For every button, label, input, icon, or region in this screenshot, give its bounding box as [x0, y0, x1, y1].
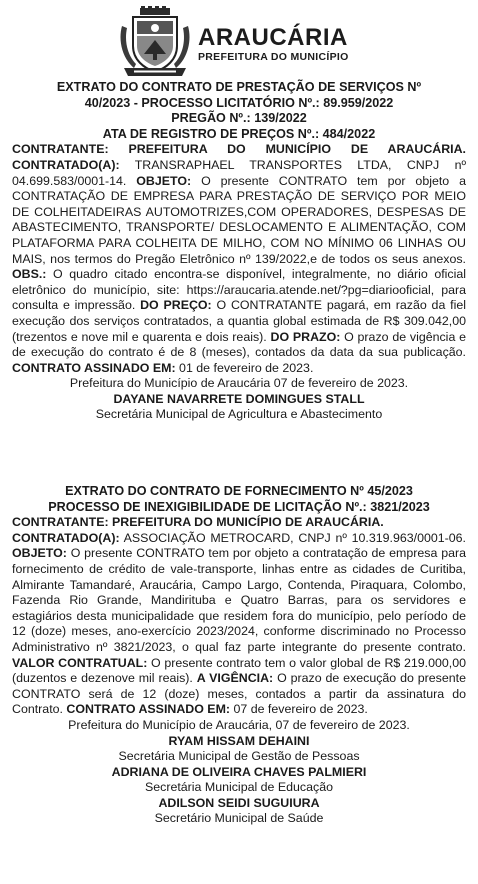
process-number: 40/2023 - PROCESSO LICITATÓRIO Nº.: 89.959/2022 [84, 95, 394, 110]
obs-value: O quadro citado encontra-se disponível, integralmente, no diário oficial eletrônico do município, site: https://araucaria.atende.net/?pg=diariooficial, para consulta e impressão. [12, 267, 466, 313]
vigencia-value: O prazo de execução do presente CONTRATO será de 12 (doze) meses, contados a partir da assinatura do Contrato. [12, 671, 466, 717]
contratante-value: PREFEITURA DO MUNICÍPIO DE ARAUCÁRIA. [108, 142, 466, 157]
contratante-label: CONTRATANTE: [12, 142, 109, 157]
pregao-number: PREGÃO Nº.: 139/2022 [171, 111, 307, 126]
place-date: Prefeitura do Município de Araucária 07 de fevereiro de 2023. [69, 376, 409, 391]
preco-value: O CONTRATANTE pagará, em razão da fiel execução dos serviços contratados, a quantia global estimada de R$ 309.042,00 (trezentos e nove mil e quarenta e dois reais). [12, 298, 466, 344]
signer-name: RYAM HISSAM DEHAINI [168, 733, 310, 748]
valor-value: O presente contrato tem o valor global de R$ 219.000,00 (duzentos e dezenove mil reais). [12, 655, 466, 686]
page-header [0, 6, 478, 78]
prazo-label: DO PRAZO: [270, 329, 341, 344]
objeto-label: OBJETO: [136, 173, 192, 188]
contract-extract-1 [12, 80, 466, 423]
signer-role: Secretária Municipal de Gestão de Pessoas [118, 749, 360, 764]
place-date: Prefeitura do Município de Araucária, 07 de fevereiro de 2023. [68, 717, 410, 732]
contratado-value: ASSOCIAÇÃO METROCARD, CNPJ nº 10.319.963/0001-06. [119, 530, 466, 545]
assinado-value: 01 de fevereiro de 2023. [175, 360, 314, 375]
assinado-value: 07 de fevereiro de 2023. [230, 702, 368, 717]
contratado-value: TRANSRAPHAEL TRANSPORTES LTDA, CNPJ nº 04.699.583/0001-14. [12, 157, 466, 188]
municipal-seal-icon [116, 6, 194, 78]
brand-subtitle: PREFEITURA DO MUNICÍPIO [198, 51, 349, 63]
objeto-label: OBJETO: [12, 546, 67, 561]
ata-number: ATA DE REGISTRO DE PREÇOS Nº.: 484/2022 [102, 126, 376, 141]
vigencia-label: A VIGÊNCIA: [196, 671, 274, 686]
signer-role: Secretário Municipal de Saúde [154, 811, 324, 826]
extract-title: EXTRATO DO CONTRATO DE PRESTAÇÃO DE SERVIÇOS Nº [56, 80, 422, 94]
signer-role: Secretária Municipal de Agricultura e Abastecimento [95, 407, 383, 422]
signer-name: ADILSON SEIDI SUGUIURA [158, 795, 320, 810]
contract-extract-2 [12, 484, 466, 827]
objeto-value: O presente CONTRATO tem por objeto a contratação de empresa para fornecimento de crédito de vale-transporte, linhas entre as cidades de Curitiba, Almirante Tamandaré, Araucária, Campo Largo, Contenda, Piraquara, Colombo, Fazenda Rio Grande, Mandirituba e Quatro Barras, para os servidores e estagiários desta municipalidade que residem fora do município, pelo período de 12 (doze) meses, ano-exercício 2023/2024, conforme discriminado no Processo Administrativo nº 3821/2023, o qual faz parte integrante do presente contrato. [12, 546, 466, 654]
extract-body [12, 142, 466, 376]
contratante-line: CONTRATANTE: PREFEITURA DO MUNICÍPIO DE ARAUCÁRIA. [12, 515, 384, 530]
obs-label: OBS.: [12, 267, 47, 282]
extract-body [12, 531, 466, 718]
objeto-value: O presente CONTRATO tem por objeto a CONTRATAÇÃO DE EMPRESA PARA PRESTAÇÃO DE SERVIÇO POR MEIO DE COLHEITADEIRAS AUTOMOTRIZES,COM OPERADORES, DESPESAS DE ABASTECIMENTO, TRANSPORTE/ DESLOCAMENTO E ALIMENTAÇÃO, COM PLATAFORMA PARA COLHEITA DE MILHO, COM NO MÍNIMO 06 LINHAS OU MAIS, nos termos do Pregão Eletrônico nº 139/2022,e de todos os seus anexos. [12, 173, 466, 266]
valor-label: VALOR CONTRATUAL: [12, 655, 148, 670]
extract-title: EXTRATO DO CONTRATO DE FORNECIMENTO Nº 45/2023 [65, 484, 413, 498]
prazo-value: O prazo de vigência e de execução do contrato é de 8 (meses), contados da data da sua publicação. [12, 329, 466, 360]
assinado-label: CONTRATO ASSINADO EM: [66, 702, 231, 717]
assinado-label: CONTRATO ASSINADO EM: [12, 360, 176, 375]
preco-label: DO PREÇO: [140, 298, 212, 313]
contratado-label: CONTRATADO(A): [12, 157, 120, 172]
signer-name: ADRIANA DE OLIVEIRA CHAVES PALMIERI [111, 764, 367, 779]
brand-name: ARAUCÁRIA [198, 24, 348, 51]
contratado-label: CONTRATADO(A): [12, 530, 120, 545]
process-number: PROCESSO DE INEXIGIBILIDADE DE LICITAÇÃO Nº.: 3821/2023 [48, 499, 430, 514]
signer-name: DAYANE NAVARRETE DOMINGUES STALL [113, 391, 365, 406]
signer-role: Secretária Municipal de Educação [144, 780, 334, 795]
brand-logo [198, 26, 349, 63]
